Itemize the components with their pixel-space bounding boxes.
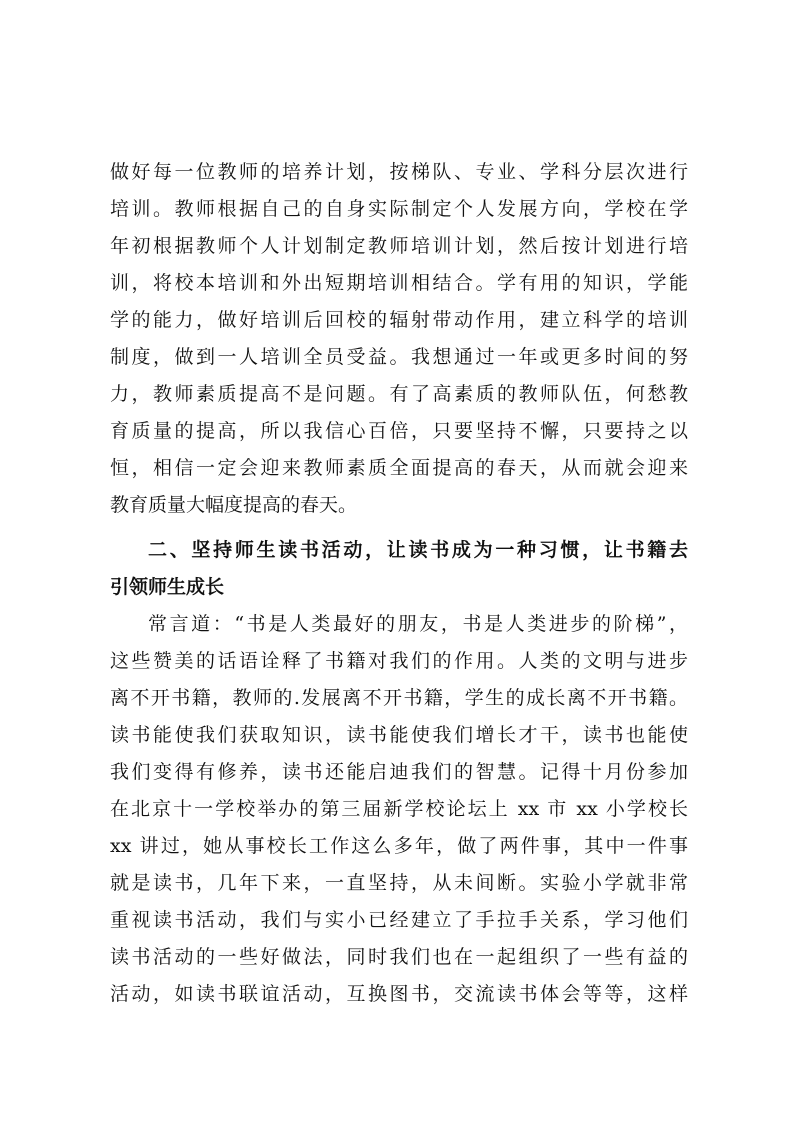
heading-line: 二、坚持师生读书活动，让读书成为一种习惯，让书籍去	[148, 539, 688, 561]
text-line: 恒，相信一定会迎来教师素质全面提高的春天，从而就会迎来	[110, 457, 688, 479]
text-line: 这些赞美的话语诠释了书籍对我们的作用。人类的文明与进步	[110, 650, 688, 672]
text-line: 育质量的提高，所以我信心百倍，只要坚持不懈，只要持之以	[110, 420, 688, 442]
text-line: 我们变得有修养，读书还能启迪我们的智慧。记得十月份参加	[110, 761, 688, 783]
text-line: 读书能使我们获取知识，读书能使我们增长才干，读书也能使	[110, 724, 688, 746]
text-line: 年初根据教师个人计划制定教师培训计划，然后按计划进行培	[110, 235, 688, 257]
text-line: 重视读书活动，我们与实小已经建立了手拉手关系，学习他们	[110, 909, 688, 931]
text-line: 就是读书，几年下来，一直坚持，从未间断。实验小学就非常	[110, 872, 688, 894]
text-line: 力，教师素质提高不是问题。有了高素质的教师队伍，何愁教	[110, 383, 688, 405]
text-line: 离不开书籍，教师的.发展离不开书籍，学生的成长离不开书籍。	[110, 687, 688, 709]
text-line: 制度，做到一人培训全员受益。我想通过一年或更多时间的努	[110, 346, 688, 368]
text-line: 培训。教师根据自己的自身实际制定个人发展方向，学校在学	[110, 198, 688, 220]
text-line: 常言道：“书是人类最好的朋友，书是人类进步的阶梯”，	[148, 613, 688, 635]
text-line: 训，将校本培训和外出短期培训相结合。学有用的知识，学能	[110, 272, 688, 294]
text-line: 活动，如读书联谊活动，互换图书，交流读书体会等等，这样	[110, 983, 688, 1005]
text-line: 做好每一位教师的培养计划，按梯队、专业、学科分层次进行	[110, 161, 688, 183]
text-line: xx 讲过，她从事校长工作这么多年，做了两件事，其中一件事	[110, 835, 688, 857]
heading-line: 引领师生成长	[110, 576, 225, 598]
text-line: 在北京十一学校举办的第三届新学校论坛上 xx 市 xx 小学校长	[110, 798, 688, 820]
text-line: 读书活动的一些好做法，同时我们也在一起组织了一些有益的	[110, 946, 688, 968]
text-line: 学的能力，做好培训后回校的辐射带动作用，建立科学的培训	[110, 309, 688, 331]
text-line: 教育质量大幅度提高的春天。	[110, 494, 358, 516]
